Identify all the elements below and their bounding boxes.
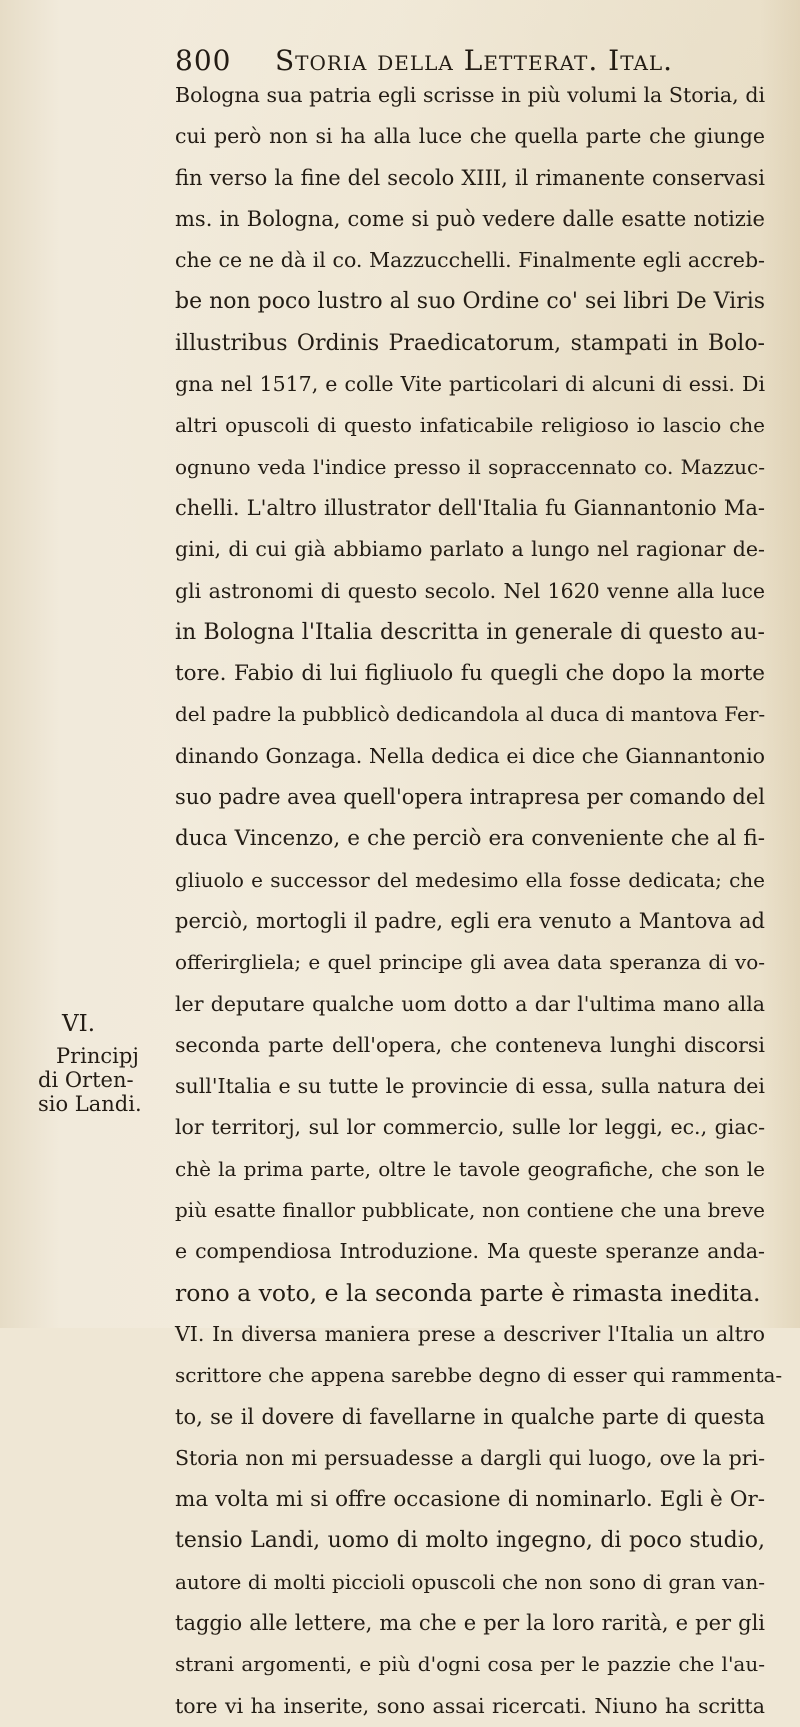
text-line: cui però non si ha alla luce che quella parte che giunge — [175, 124, 765, 149]
section-number: VI. — [62, 1011, 96, 1037]
text-line: in Bologna l'Italia descritta in generale di questo au- — [175, 619, 765, 645]
text-line: più esatte finallor pubblicate, non contiene che una breve — [175, 1198, 765, 1223]
text-line: gna nel 1517, e colle Vite particolari di alcuni di essi. Di — [175, 372, 765, 397]
text-line: autore di molti piccioli opuscoli che non sono di gran van- — [175, 1569, 765, 1594]
text-line: che ce ne dà il co. Mazzucchelli. Finalmente egli accreb- — [175, 248, 765, 273]
text-line: suo padre avea quell'opera intrapresa per comando del — [175, 785, 765, 810]
text-line: lor territorj, sul lor commercio, sulle lor leggi, ec., giac- — [175, 1115, 765, 1140]
text-line: chelli. L'altro illustrator dell'Italia fu Giannantonio Ma- — [175, 495, 765, 520]
text-line: be non poco lustro al suo Ordine co' sei libri De Viris — [175, 289, 766, 315]
text-line: seconda parte dell'opera, che conteneva lunghi discorsi — [175, 1032, 765, 1057]
text-line: duca Vincenzo, e che perciò era conveniente che al fi- — [175, 826, 765, 852]
text-line: e compendiosa Introduzione. Ma queste speranze anda- — [175, 1239, 765, 1264]
text-line: sull'Italia e su tutte le provincie di essa, sulla natura dei — [175, 1074, 765, 1099]
text-line: scrittore che appena sarebbe degno di esser qui rammenta- — [175, 1363, 783, 1388]
text-line: perciò, mortogli il padre, egli era venuto a Mantova ad — [175, 908, 765, 933]
text-line: to, se il dovere di favellarne in qualche parte di questa — [175, 1404, 765, 1429]
text-line: ma volta mi si offre occasione di nominarlo. Egli è Or- — [175, 1487, 765, 1513]
text-line: gini, di cui già abbiamo parlato a lungo nel ragionar de- — [175, 537, 765, 562]
text-line-paragraph-end: rono a voto, e la seconda parte è rimasta inedita. — [175, 1278, 761, 1307]
margin-note — [38, 1012, 164, 1116]
text-line: offerirgliela; e quel principe gli avea data speranza di vo- — [175, 950, 765, 975]
text-line: tore vi ha inserite, sono assai ricercati. Niuno ha scritta — [175, 1693, 765, 1718]
text-line: tore. Fabio di lui figliuolo fu quegli che dopo la morte — [175, 661, 765, 687]
text-line: altri opuscoli di questo infaticabile religioso io lascio che — [175, 413, 765, 438]
text-line: strani argomenti, e più d'ogni cosa per le pazzie che l'au- — [175, 1652, 765, 1677]
text-line: fin verso la fine del secolo XIII, il rimanente conservasi — [175, 165, 765, 190]
text-line: ler deputare qualche uom dotto a dar l'ultima mano alla — [175, 991, 765, 1016]
text-line: illustribus Ordinis Praedicatorum, stampati in Bolo- — [175, 330, 765, 356]
text-line: ognuno veda l'indice presso il sopraccennato co. Mazzuc- — [175, 454, 765, 479]
text-line: gliuolo e successor del medesimo ella fosse dedicata; che — [175, 867, 765, 892]
text-line: ms. in Bologna, come si può vedere dalle esatte notizie — [175, 206, 765, 231]
margin-note-line: sio Landi. — [38, 1092, 142, 1116]
text-line: tensio Landi, uomo di molto ingegno, di poco studio, — [175, 1528, 765, 1554]
margin-note-line: di Orten- — [38, 1068, 134, 1092]
text-line: VI. In diversa maniera prese a descriver l'Italia un altro — [175, 1321, 765, 1346]
text-line: chè la prima parte, oltre le tavole geografiche, che son le — [175, 1156, 765, 1181]
text-line: del padre la pubblicò dedicandola al duca di mantova Fer- — [175, 702, 766, 727]
margin-note-line: Principj — [56, 1044, 139, 1068]
text-line: gli astronomi di questo secolo. Nel 1620 venne alla luce — [175, 578, 765, 603]
text-line: taggio alle lettere, ma che e per la loro rarità, e per gli — [175, 1610, 765, 1635]
text-line: Storia non mi persuadesse a dargli qui luogo, ove la pri- — [175, 1445, 765, 1470]
running-title: Storia della Letterat. Ital. — [275, 44, 674, 77]
page-number: 800 — [175, 44, 232, 77]
text-line: Bologna sua patria egli scrisse in più volumi la Storia, di — [175, 83, 765, 107]
text-line: dinando Gonzaga. Nella dedica ei dice che Giannantonio — [175, 743, 765, 768]
body-text — [175, 75, 783, 1727]
